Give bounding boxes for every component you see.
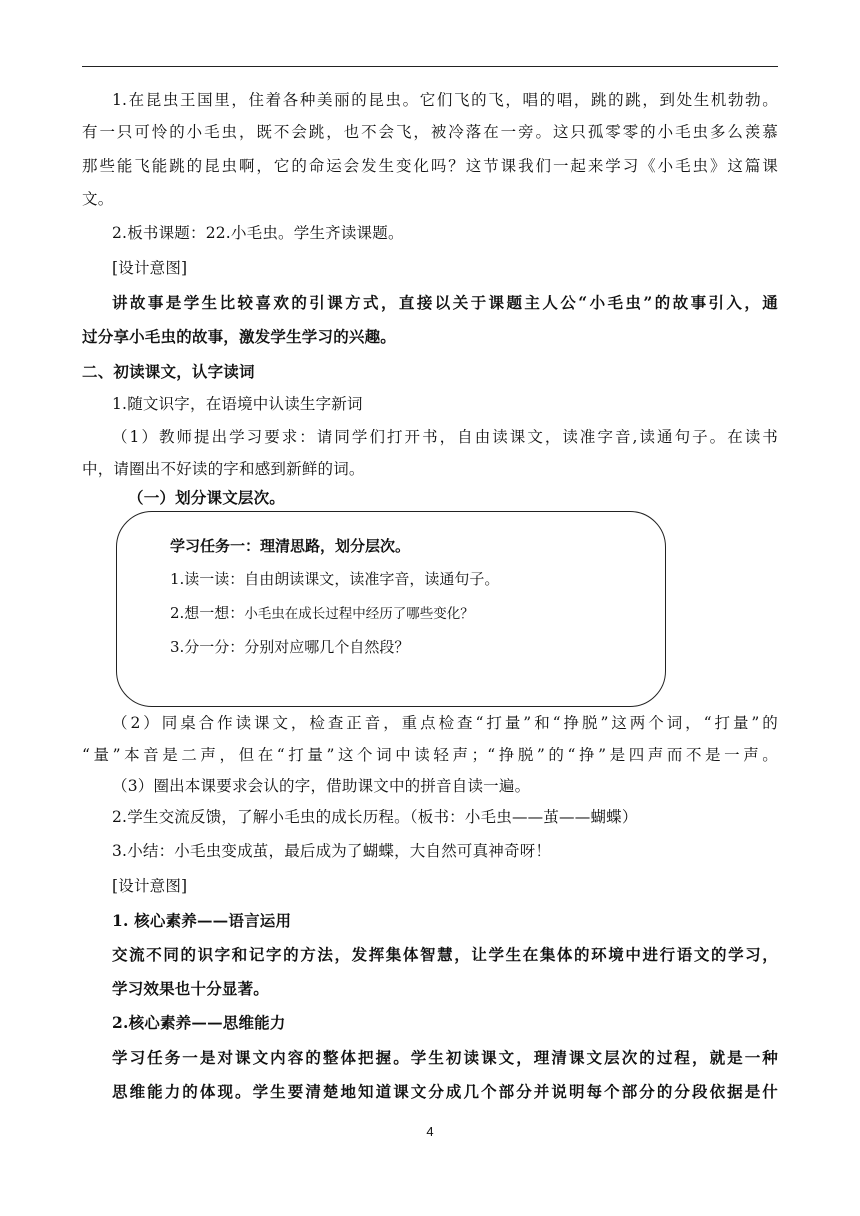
- core-literacy-2-title: 2.核心素养——思维能力: [112, 1013, 286, 1032]
- board-title-paragraph: 2.板书课题：22.小毛虫。学生齐读课题。: [112, 224, 404, 242]
- design-intent-1-line-1: 讲故事是学生比较喜欢的引课方式，直接以关于课题主人公“小毛虫”的故事引入，通: [112, 293, 778, 312]
- task-step-2: [170, 602, 650, 625]
- section-2-item-1-1-line-1: （1）教师提出学习要求：请同学们打开书，自由读课文，读准字音,读通句子。在读书: [112, 428, 778, 446]
- section-2-heading: 二、初读课文，认字读词: [82, 362, 255, 381]
- header-rule: [82, 66, 778, 67]
- intro-paragraph-line-2: 有一只可怜的小毛虫，既不会跳，也不会飞，被冷落在一旁。这只孤零零的小毛虫多么羡慕: [82, 123, 778, 141]
- design-intent-label-2: [设计意图]: [112, 877, 188, 895]
- task-step-2-text: 小毛虫在成长过程中经历了哪些变化？: [244, 606, 474, 622]
- section-2-item-1-1-line-2: 中，请圈出不好读的字和感到新鲜的词。: [82, 460, 365, 478]
- sub-heading-divide-layers: （一）划分课文层次。: [128, 488, 286, 507]
- task-step-2-prefix: 2.想一想：: [170, 604, 245, 622]
- section-2-item-1-2-line-2: “量”本音是二声，但在“打量”这个词中读轻声；“挣脱”的“挣”是四声而不是一声。: [82, 746, 778, 764]
- section-2-item-1-3: （3）圈出本课要求会认的字，借助课文中的拼音自读一遍。: [112, 777, 531, 795]
- intro-paragraph-line-1: 1.在昆虫王国里，住着各种美丽的昆虫。它们飞的飞，唱的唱，跳的跳，到处生机勃勃。: [112, 91, 778, 109]
- section-2-item-1-2-line-1: （2）同桌合作读课文，检查正音，重点检查“打量”和“挣脱”这两个词，“打量”的: [112, 714, 778, 732]
- core-literacy-2-line-2: 思维能力的体现。学生要清楚地知道课文分成几个部分并说明每个部分的分段依据是什: [112, 1082, 778, 1101]
- core-literacy-2-line-1: 学习任务一是对课文内容的整体把握。学生初读课文，理清课文层次的过程，就是一种: [112, 1048, 778, 1067]
- section-2-item-3: 3.小结：小毛虫变成茧，最后成为了蝴蝶，大自然可真神奇呀！: [112, 842, 552, 860]
- design-intent-label-1: [设计意图]: [112, 259, 188, 277]
- design-intent-1-line-2: 过分享小毛虫的故事，激发学生学习的兴趣。: [82, 327, 397, 346]
- task-step-1: 1.读一读：自由朗读课文，读准字音，读通句子。: [170, 570, 500, 588]
- intro-paragraph-line-4: 文。: [82, 190, 114, 208]
- core-literacy-1-line-2: 学习效果也十分显著。: [112, 979, 270, 998]
- intro-paragraph-line-3: 那些能飞能跳的昆虫啊，它的命运会发生变化吗？这节课我们一起来学习《小毛虫》这篇课: [82, 157, 778, 175]
- core-literacy-1-title: 1. 核心素养——语言运用: [112, 911, 292, 930]
- core-literacy-1-line-1: 交流不同的识字和记字的方法，发挥集体智慧，让学生在集体的环境中进行语文的学习，: [112, 945, 778, 964]
- section-2-item-1: 1.随文识字，在语境中认读生字新词: [112, 395, 363, 413]
- task-box-title: 学习任务一：理清思路，划分层次。: [170, 537, 411, 555]
- page-number: 4: [426, 1124, 434, 1139]
- section-2-item-2: 2.学生交流反馈，了解小毛虫的成长历程。（板书：小毛虫——茧——蝴蝶）: [112, 808, 638, 826]
- task-step-3: 3.分一分：分别对应哪几个自然段？: [170, 638, 410, 656]
